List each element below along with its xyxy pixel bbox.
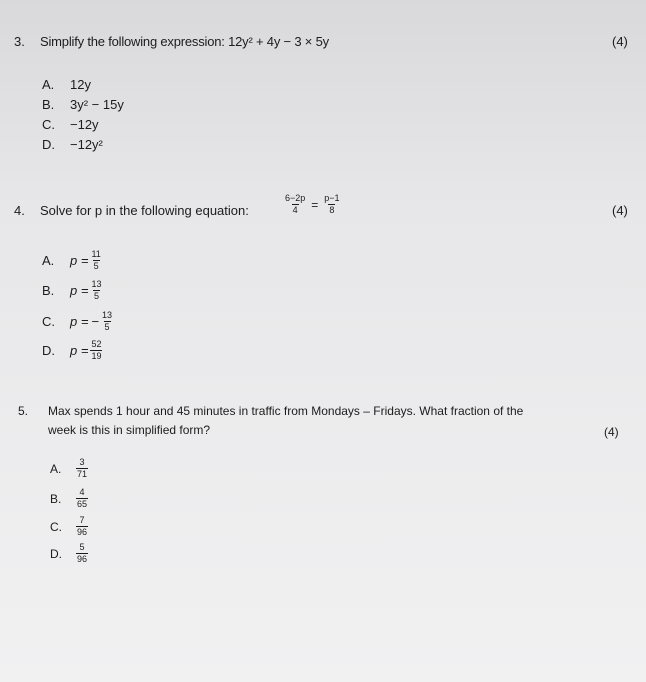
question-4-option-d xyxy=(42,340,104,361)
fraction-numerator: 13 xyxy=(102,310,113,320)
option-fraction xyxy=(90,280,102,301)
fraction-numerator: 11 xyxy=(91,249,101,259)
option-letter: D. xyxy=(42,343,55,358)
question-5-option-b xyxy=(50,488,90,509)
fraction-numerator: 13 xyxy=(91,279,102,289)
fraction-denominator: 5 xyxy=(93,291,99,301)
question-5-option-d xyxy=(50,543,90,564)
fraction-numerator: 4 xyxy=(79,487,85,497)
question-4-option-a xyxy=(42,250,104,271)
option-text: 12y xyxy=(70,77,91,92)
option-letter: A. xyxy=(42,253,55,268)
question-3-option-d xyxy=(42,137,103,152)
option-letter: C. xyxy=(42,117,55,132)
fraction-denominator: 96 xyxy=(77,527,88,537)
question-5-marks: (4) xyxy=(604,425,619,439)
fraction-numerator: 6−2p xyxy=(285,193,306,203)
question-3-option-a xyxy=(42,77,91,92)
option-letter: C. xyxy=(50,519,62,534)
fraction-numerator: p−1 xyxy=(324,193,340,203)
fraction-denominator: 19 xyxy=(91,351,102,361)
fraction-numerator: 52 xyxy=(91,339,102,349)
option-letter: D. xyxy=(50,546,62,561)
question-3-option-b xyxy=(42,97,124,112)
fraction-denominator: 5 xyxy=(104,322,110,332)
option-fraction xyxy=(76,543,88,564)
equation-right-fraction xyxy=(323,194,340,215)
option-fraction xyxy=(90,340,102,361)
fraction-numerator: 7 xyxy=(79,515,85,525)
option-fraction xyxy=(76,516,88,537)
option-lhs: p = xyxy=(70,343,89,358)
question-4-option-c xyxy=(42,311,115,332)
option-letter: B. xyxy=(50,491,62,506)
fraction-denominator: 8 xyxy=(329,205,335,215)
fraction-denominator: 65 xyxy=(77,499,88,509)
option-sign: − xyxy=(91,314,100,329)
question-5-option-c xyxy=(50,516,90,537)
fraction-denominator: 96 xyxy=(77,554,88,564)
question-4-option-b xyxy=(42,280,104,301)
option-text: −12y xyxy=(70,117,99,132)
fraction-denominator: 5 xyxy=(93,261,99,271)
option-lhs: p = xyxy=(70,314,89,329)
question-4-equation xyxy=(282,194,343,215)
question-5-option-a xyxy=(50,458,90,479)
option-letter: D. xyxy=(42,137,55,152)
fraction-numerator: 5 xyxy=(79,542,85,552)
question-5-prompt-line-2: week is this in simplified form? xyxy=(48,423,211,437)
question-5-number: 5. xyxy=(18,404,29,418)
fraction-numerator: 3 xyxy=(79,457,85,467)
option-letter: B. xyxy=(42,97,55,112)
question-3-number: 3. xyxy=(14,34,25,49)
option-letter: A. xyxy=(50,461,62,476)
option-fraction xyxy=(101,311,113,332)
option-fraction xyxy=(76,458,88,479)
option-lhs: p = xyxy=(70,283,89,298)
option-letter: C. xyxy=(42,314,55,329)
question-4-number: 4. xyxy=(14,203,25,218)
question-3-marks: (4) xyxy=(612,34,628,49)
option-fraction xyxy=(90,250,101,271)
option-text: 3y² − 15y xyxy=(70,97,124,112)
option-letter: B. xyxy=(42,283,55,298)
question-3-prompt: Simplify the following expression: 12y² + 4y − 3 × 5y xyxy=(40,34,329,49)
fraction-denominator: 4 xyxy=(292,205,298,215)
question-3-option-c xyxy=(42,117,99,132)
option-fraction xyxy=(76,488,88,509)
equation-left-fraction xyxy=(284,194,306,215)
question-5-prompt-line-1: Max spends 1 hour and 45 minutes in traffic from Mondays – Fridays. What fraction of the xyxy=(48,404,524,418)
option-text: −12y² xyxy=(70,137,103,152)
option-letter: A. xyxy=(42,77,55,92)
equals-sign: = xyxy=(311,197,319,212)
question-4-prompt: Solve for p in the following equation: xyxy=(40,203,249,218)
fraction-denominator: 71 xyxy=(77,469,88,479)
question-4-marks: (4) xyxy=(612,203,628,218)
option-lhs: p = xyxy=(70,253,89,268)
